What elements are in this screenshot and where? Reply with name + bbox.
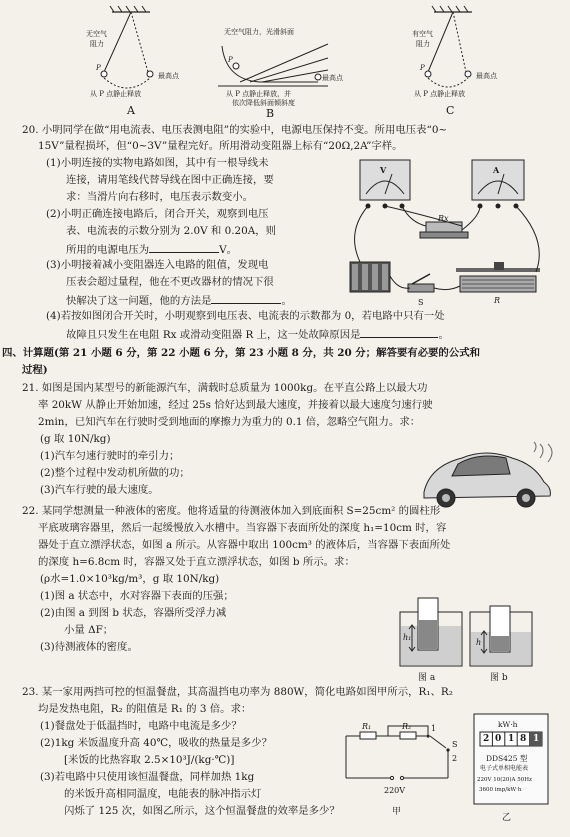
q23-line-6: (3)若电路中只使用该恒温餐盘，同样加热 1kg — [40, 771, 255, 783]
q20-line-1: 20. 小明同学在做“用电流表、电压表测电阻”的实验中，电源电压保持不变。所用电压表“0~ — [22, 124, 448, 136]
fig-a-letter: A — [127, 104, 135, 117]
q22-line-9: (3)待测液体的密度。 — [40, 641, 138, 653]
q20-line-3: (1)小明连接的实物电路如图，其中有一根导线未 — [46, 157, 269, 169]
q22-line-1: 22. 某同学想测量一种液体的密度。他将适量的待测液体加入到底面积 S=25cm² 的圆柱形 — [22, 505, 441, 517]
q23-fig-jia: 甲 — [392, 807, 402, 817]
q20-line-9: (3)小明接着减小变阻器连入电路的阻值，发现电 — [46, 259, 269, 271]
section4-title-2: 过程) — [22, 364, 48, 376]
q20-line-13: 故障且只发生在电阻 Rx 或滑动变阻器 R 上，这一处故障原因是 。 — [66, 329, 449, 341]
fig-c-high: 最高点 — [476, 72, 497, 80]
q20-line-5: 求：当滑片向右移时，电压表示数变小。 — [66, 191, 254, 203]
q22-line-2: 平底玻璃容器里，然后一起缓慢放入水槽中。当容器下表面所处的深度 h₁=10cm 时，容 — [38, 522, 447, 534]
q22-line-8: 小量 ΔF； — [64, 624, 114, 636]
fig-a-high: 最高点 — [158, 72, 179, 80]
q20-line-4: 连接，请用笔线代替导线在图中正确连接，要 — [66, 174, 274, 186]
q22-line-5: (ρ水=1.0×10³kg/m³，g 取 10N/kg) — [40, 573, 220, 585]
q23-line-7: 的米饭升高相同温度，电能表的脉冲指示灯 — [64, 788, 262, 800]
fig-a-release: 从 P 点静止释放 — [90, 90, 142, 98]
meter-model: DDS425 型 — [486, 754, 528, 763]
q20-line-8: 所用的电源电压为 V。 — [66, 244, 238, 256]
meter-sub: 电子式单相电能表 — [480, 765, 529, 772]
fig-a-note1: 无空气 — [86, 30, 107, 38]
q21-line-1: 21. 如图是国内某型号的新能源汽车，满载时总质量为 1000kg。在平直公路上以最大功 — [22, 382, 428, 394]
q22-line-4: 的深度 h=6.8cm 时，容器又处于直立漂浮状态，如图 b 所示。求： — [38, 556, 355, 568]
q22-fig-a-label: 图 a — [418, 673, 436, 683]
section4-title-1: 四、计算题(第 21 小题 6 分，第 22 小题 6 分，第 23 小题 8 分，共 20 分；解答要有必要的公式和 — [2, 347, 480, 359]
q23-line-8: 闪烁了 125 次，如图乙所示，这个恒温餐盘的效率是多少？ — [64, 805, 340, 817]
q23-fig-n2: 2 — [452, 754, 458, 763]
meter-digit-4: 8 — [520, 734, 527, 744]
q21-line-3: 2min，已知汽车在行驶时受到地面的摩擦力为重力的 0.1 倍，忽略空气阻力。求： — [38, 416, 421, 428]
fig-c-p: P — [420, 64, 425, 72]
fig-b-high: 最高点 — [322, 74, 343, 82]
q22-line-3: 器处于直立漂浮状态，如图 a 所示。从容器中取出 100cm³ 的液体后，当容器下表面所处 — [38, 539, 451, 551]
q20-line-11: 快解决了这一问题，他的方法是 。 — [66, 295, 292, 307]
meter-spec2: 3600 imp/kW·h — [479, 787, 522, 793]
q23-line-3: (1)餐盘处于低温挡时，电路中电流是多少？ — [40, 720, 242, 732]
fig-c-letter: C — [446, 104, 455, 117]
q23-fig-yi: 乙 — [502, 813, 512, 823]
fig-b-p: P — [228, 56, 233, 64]
meter-unit: kW·h — [498, 720, 518, 729]
meter-digit-5: 1 — [533, 734, 540, 744]
fig-c-note2: 阻力 — [416, 40, 430, 48]
q22-fig-h: h — [476, 638, 482, 647]
meter-digit-1: 2 — [483, 734, 490, 744]
q23-fig-n1: 1 — [431, 724, 437, 733]
fig-b-note: 无空气阻力，光滑斜面 — [224, 28, 294, 36]
q23-fig-r1: R₁ — [362, 722, 372, 731]
q23-line-2: 均是发热电阻，R₂ 的阻值是 R₁ 的 3 倍。求： — [38, 703, 252, 715]
q21-line-5: (1)汽车匀速行驶时的牵引力； — [40, 450, 180, 462]
q22-line-6: (1)图 a 状态中，水对容器下表面的压强； — [40, 590, 234, 602]
meter-spec1: 220V 10(20)A 50Hz — [477, 777, 532, 783]
q23-line-1: 23. 某一家用两挡可控的恒温餐盘，其高温挡电功率为 880W，简化电路如图甲所示，R₁、R₂ — [22, 686, 453, 698]
fig-a-p: P — [96, 64, 101, 72]
fig-b-letter: B — [266, 107, 275, 120]
q20-line-12: (4)若按如图闭合开关时，小明观察到电压表、电流表的示数都为 0，若电路中只有一处 — [46, 310, 445, 322]
q22-fig-h1: h₁ — [403, 633, 412, 642]
q23-line-4: (2)1kg 米饭温度升高 40℃，吸收的热量是多少？ — [40, 737, 272, 749]
q20-fig-r: R — [494, 296, 501, 305]
q21-line-4: (g 取 10N/kg) — [40, 433, 111, 445]
q20-fig-a: A — [493, 165, 500, 175]
fig-b-release1: 从 P 点静止释放，并 — [226, 90, 292, 98]
q20-fig-s: S — [418, 298, 424, 307]
q20-line-10: 压表会超过量程，他在不更改器材的情况下很 — [66, 276, 274, 288]
q20-line-7: 表、电流表的示数分别为 2.0V 和 0.20A，则 — [66, 225, 277, 237]
q20-fig-rx: Rx — [438, 214, 449, 223]
q21-line-7: (3)汽车行驶的最大速度。 — [40, 484, 159, 496]
q21-line-2: 率 20kW 从静止开始加速，经过 25s 恰好达到最大速度，并接着以最大速度匀速行驶 — [38, 399, 433, 411]
meter-digit-2: 0 — [495, 734, 502, 744]
meter-digit-3: 1 — [508, 734, 515, 744]
q20-line-6: (2)小明正确连接电路后，闭合开关，观察到电压 — [46, 208, 269, 220]
fig-a-note2: 阻力 — [90, 40, 104, 48]
fig-b-release2: 依次降低斜面倾斜度 — [232, 99, 295, 107]
q23-fig-220v: 220V — [384, 786, 406, 795]
q23-fig-r2: R₂ — [402, 722, 412, 731]
q20-fig-v: V — [380, 165, 387, 175]
q23-fig-s: S — [452, 740, 458, 749]
q21-line-6: (2)整个过程中发动机所做的功； — [40, 467, 190, 479]
q23-line-5: [米饭的比热容取 2.5×10³J/(kg·℃)] — [64, 754, 235, 766]
q20-line-2: 15V”量程损坏，但“0~3V”量程完好。所用滑动变阻器上标有“20Ω,2A”字样。 — [38, 140, 403, 152]
q22-line-7: (2)由图 a 到图 b 状态，容器所受浮力减 — [40, 607, 227, 619]
fig-c-note1: 有空气 — [412, 30, 433, 38]
fig-c-release: 从 P 点静止释放 — [414, 90, 466, 98]
q22-fig-b-label: 图 b — [490, 673, 508, 683]
